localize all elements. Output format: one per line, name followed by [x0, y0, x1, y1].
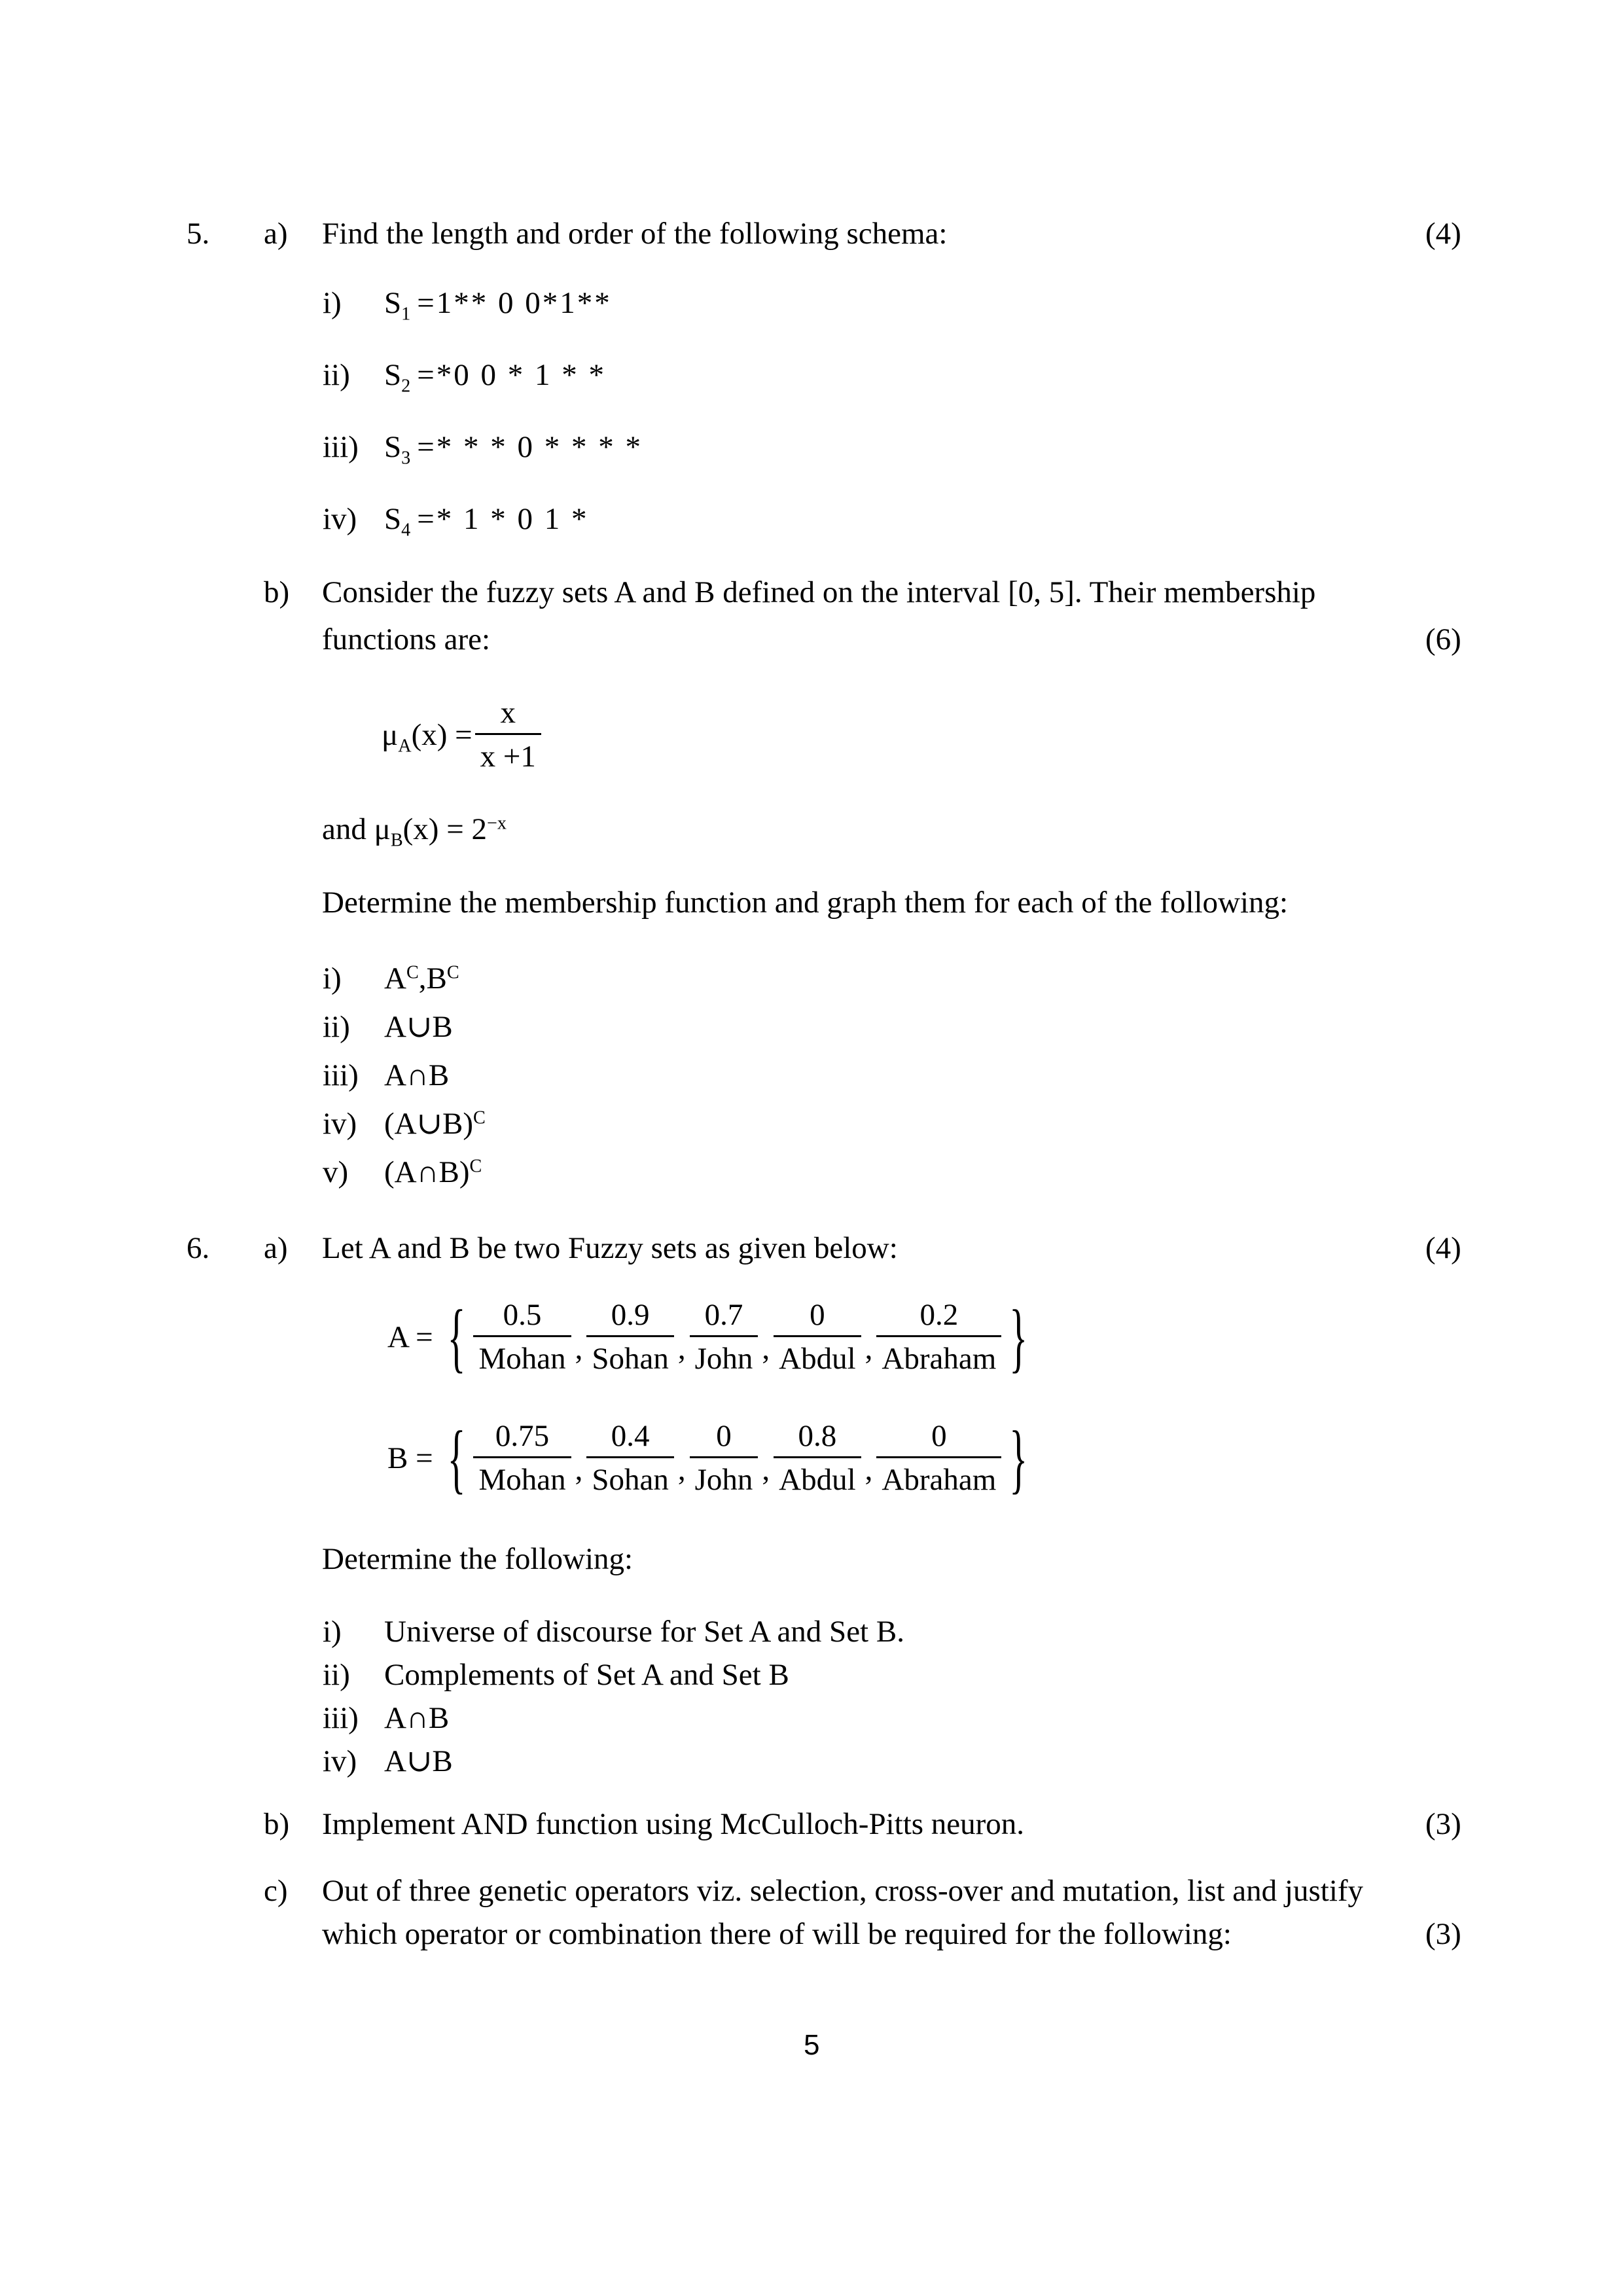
- mu-b-prefix: and: [322, 812, 374, 846]
- member-name: Mohan: [473, 1335, 571, 1376]
- membership-fraction: [690, 1297, 758, 1376]
- member-name: Sohan: [586, 1456, 674, 1498]
- list-item: [323, 1148, 486, 1196]
- set-expression: A∪B: [384, 1010, 453, 1044]
- schema-item-numeral: i): [323, 286, 342, 320]
- member-name: Abdul: [774, 1456, 861, 1498]
- member-name: John: [690, 1335, 758, 1376]
- q5a-schema-list: [323, 285, 643, 573]
- membership-fraction: [586, 1418, 674, 1498]
- schema-item: [323, 285, 643, 357]
- list-item-numeral: iii): [323, 1058, 359, 1092]
- separator-comma: ,: [677, 1331, 686, 1366]
- list-item-text: A∪B: [384, 1744, 453, 1778]
- open-brace: {: [447, 1293, 466, 1381]
- q6b-text: Implement AND function using McCulloch-Pitts neuron.: [322, 1807, 1025, 1841]
- schema-value: =*0 0 * 1 * *: [417, 358, 606, 392]
- list-item: [323, 1003, 486, 1051]
- membership-grade: 0.2: [919, 1298, 959, 1332]
- separator-comma: ,: [762, 1452, 770, 1487]
- list-item-numeral: v): [323, 1155, 349, 1189]
- q6b-marks: (3): [1425, 1807, 1461, 1841]
- q6a-label: a): [264, 1231, 288, 1265]
- q6a-marks: (4): [1425, 1231, 1461, 1265]
- membership-fraction: [690, 1418, 758, 1498]
- list-item: [323, 1696, 904, 1740]
- separator-comma: ,: [865, 1452, 873, 1487]
- member-name: John: [690, 1456, 758, 1498]
- list-item-numeral: i): [323, 961, 342, 996]
- mu-symbol: μ: [374, 812, 391, 846]
- list-item-text: Universe of discourse for Set A and Set B.: [384, 1615, 904, 1649]
- membership-fraction: [876, 1418, 1001, 1498]
- list-item-numeral: iv): [323, 1107, 357, 1141]
- list-item-numeral: i): [323, 1615, 342, 1649]
- list-item-numeral: iii): [323, 1701, 359, 1735]
- q6a-determine-text: Determine the following:: [322, 1542, 633, 1576]
- set-expression: (A∩B): [384, 1155, 470, 1189]
- q5b-label: b): [264, 575, 290, 609]
- membership-grade: 0: [931, 1419, 947, 1453]
- list-item-text: A∩B: [384, 1701, 450, 1735]
- member-name: Abraham: [876, 1335, 1001, 1376]
- schema-item: [323, 357, 643, 429]
- list-item: [323, 1051, 486, 1100]
- membership-grade: 0.75: [495, 1419, 550, 1453]
- q6b-label: b): [264, 1807, 290, 1841]
- q5b-marks: (6): [1425, 622, 1461, 656]
- set-expression: A: [384, 961, 406, 996]
- close-brace: }: [1009, 1414, 1028, 1502]
- q6c-text-line1: Out of three genetic operators viz. selection, cross-over and mutation, list and justify: [322, 1874, 1364, 1908]
- q5a-text: Find the length and order of the following schema:: [322, 217, 948, 251]
- membership-grade: 0.8: [798, 1419, 837, 1453]
- set-a-lhs: A =: [387, 1319, 433, 1354]
- membership-grade: 0.9: [611, 1298, 650, 1332]
- mu-b-subscript: B: [390, 830, 403, 851]
- q5b-determine-text: Determine the membership function and graph them for each of the following:: [322, 886, 1289, 920]
- schema-item-numeral: iv): [323, 502, 357, 536]
- schema-symbol-subscript: 3: [401, 448, 411, 469]
- member-name: Sohan: [586, 1335, 674, 1376]
- list-item-numeral: iv): [323, 1744, 357, 1778]
- complement-superscript: C: [446, 962, 459, 983]
- member-name: Abraham: [876, 1456, 1001, 1498]
- separator-comma: ,: [762, 1331, 770, 1366]
- complement-superscript: C: [473, 1107, 486, 1128]
- schema-symbol-subscript: 4: [401, 520, 411, 541]
- page-number: 5: [804, 2029, 820, 2061]
- list-item-numeral: ii): [323, 1010, 350, 1044]
- membership-grade: 0: [716, 1419, 732, 1453]
- fuzzy-set-a-formula: [387, 1293, 1033, 1381]
- list-item-text: Complements of Set A and Set B: [384, 1658, 789, 1692]
- q6a-item-list: [323, 1610, 904, 1783]
- schema-value: =* * * 0 * * * *: [417, 430, 643, 464]
- q6c-text-line2: which operator or combination there of will be required for the following:: [322, 1917, 1232, 1951]
- separator-comma: ,: [575, 1452, 583, 1487]
- q6c-label: c): [264, 1874, 288, 1908]
- q6-number: 6.: [187, 1231, 210, 1265]
- list-item-numeral: ii): [323, 1658, 350, 1692]
- schema-symbol: S: [384, 502, 402, 536]
- mu-b-exponent: −x: [486, 813, 507, 834]
- membership-fraction: [774, 1297, 861, 1376]
- mu-symbol: μ: [382, 717, 399, 752]
- separator-comma: ,: [865, 1331, 873, 1366]
- member-name: Mohan: [473, 1456, 571, 1498]
- schema-item: [323, 429, 643, 501]
- open-brace: {: [447, 1414, 466, 1502]
- set-expression: (A∪B): [384, 1107, 473, 1141]
- schema-value: =* 1 * 0 1 *: [417, 502, 589, 536]
- schema-item-numeral: iii): [323, 430, 359, 464]
- q6a-text: Let A and B be two Fuzzy sets as given below:: [322, 1231, 898, 1265]
- list-item: [323, 1653, 904, 1696]
- complement-superscript: C: [406, 962, 419, 983]
- membership-grade: 0: [810, 1298, 825, 1332]
- mu-a-argument: (x) =: [411, 717, 473, 752]
- mu-a-fraction: [475, 695, 541, 774]
- list-item: [323, 1610, 904, 1653]
- complement-superscript: C: [469, 1156, 482, 1177]
- close-brace: }: [1009, 1293, 1028, 1381]
- fraction-numerator: x: [500, 696, 516, 730]
- membership-grade: 0.4: [611, 1419, 650, 1453]
- mu-a-lhs: [382, 717, 473, 757]
- list-item: [323, 1740, 904, 1783]
- membership-fraction: [473, 1418, 571, 1498]
- separator-comma: ,: [677, 1452, 686, 1487]
- membership-function-a: [382, 695, 544, 774]
- separator-comma: ,: [575, 1331, 583, 1366]
- set-expression: A∩B: [384, 1058, 450, 1092]
- set-b-lhs: B =: [387, 1441, 433, 1475]
- schema-value: =1** 0 0*1**: [417, 286, 612, 320]
- q5a-label: a): [264, 217, 288, 251]
- schema-symbol-subscript: 1: [401, 304, 411, 325]
- membership-grade: 0.5: [503, 1298, 542, 1332]
- q5b-item-list: [323, 954, 486, 1196]
- schema-symbol: S: [384, 430, 402, 464]
- mu-a-subscript: A: [398, 736, 412, 757]
- membership-fraction: [473, 1297, 571, 1376]
- fraction-denominator: x +1: [475, 733, 541, 774]
- membership-fraction: [876, 1297, 1001, 1376]
- membership-grade: 0.7: [704, 1298, 743, 1332]
- list-item: [323, 954, 486, 1003]
- schema-symbol: S: [384, 286, 402, 320]
- schema-item: [323, 501, 643, 573]
- mu-b-argument: (x) = 2: [402, 812, 487, 846]
- membership-fraction: [774, 1418, 861, 1498]
- schema-symbol-subscript: 2: [401, 376, 411, 397]
- membership-function-b: [322, 812, 507, 851]
- q6c-marks: (3): [1425, 1917, 1461, 1951]
- q5-number: 5.: [187, 217, 210, 251]
- q5b-text-line2: functions are:: [322, 622, 491, 656]
- membership-fraction: [586, 1297, 674, 1376]
- q5a-marks: (4): [1425, 217, 1461, 251]
- q5b-text-line1: Consider the fuzzy sets A and B defined on the interval [0, 5]. Their membership: [322, 575, 1316, 609]
- list-item: [323, 1100, 486, 1148]
- member-name: Abdul: [774, 1335, 861, 1376]
- schema-symbol: S: [384, 358, 402, 392]
- schema-item-numeral: ii): [323, 358, 350, 392]
- set-expression: ,B: [418, 961, 447, 996]
- fuzzy-set-b-formula: [387, 1414, 1033, 1502]
